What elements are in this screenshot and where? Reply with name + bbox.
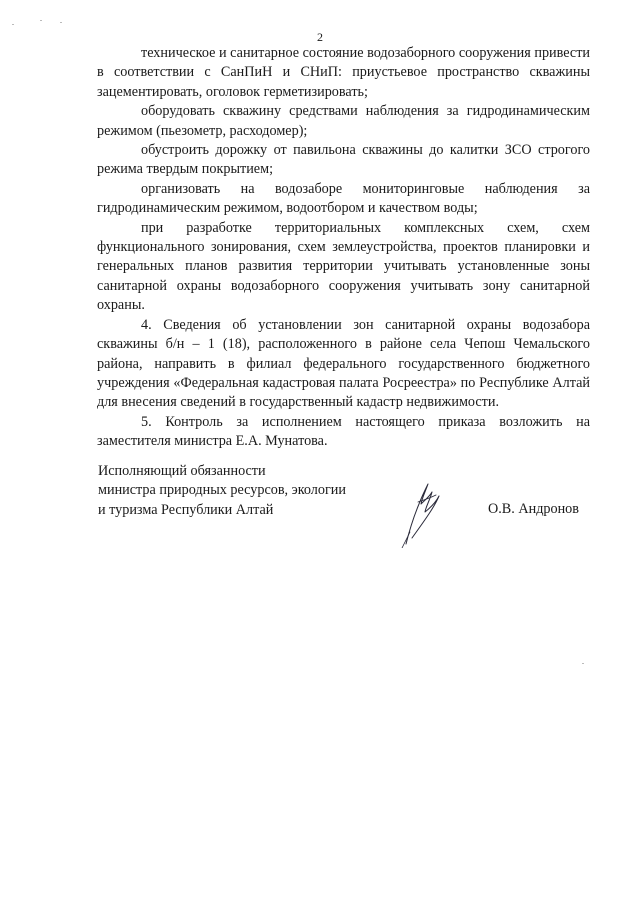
- signer-position-line: министра природных ресурсов, экологии: [98, 482, 346, 499]
- signer-name: О.В. Андронов: [488, 501, 579, 517]
- scan-speck: [40, 20, 42, 21]
- scan-speck: [12, 24, 14, 25]
- paragraph-sanitary-state: техническое и санитарное состояние водозаборного сооружения привести в соответствии с СанПиН и СНиП: приустьевое пространство скважины зацементировать, оголовок герметизировать;: [97, 45, 590, 100]
- paragraph-equip-well: оборудовать скважину средствами наблюдения за гидродинамическим режимом (пьезометр, расходомер);: [97, 103, 590, 139]
- page-number: 2: [317, 30, 323, 44]
- paragraph-item-5: 5. Контроль за исполнением настоящего приказа возложить на заместителя министра Е.А. Мунатова.: [97, 413, 590, 450]
- paragraph-planning: при разработке территориальных комплексных схем, схем функционального зонирования, схем землеустройства, проектов планировки и генеральных планов развития территории учитывать установленные зоны санитарной охраны водозаборного сооружения учитывать зону санитарной охраны.: [97, 219, 590, 314]
- signer-position-line: и туризма Республики Алтай: [98, 501, 274, 518]
- document-body: [97, 44, 590, 452]
- signer-position-line: Исполняющий обязанности: [98, 463, 266, 479]
- paragraph-monitoring: организовать на водозаборе мониторинговые наблюдения за гидродинамическим режимом, водоотбором и качеством воды;: [97, 180, 590, 217]
- scan-speck: [582, 663, 584, 664]
- paragraph-path: обустроить дорожку от павильона скважины до калитки ЗСО строгого режима твердым покрытием;: [97, 142, 590, 178]
- handwritten-signature: [392, 478, 452, 548]
- paragraph-item-4: 4. Сведения об установлении зон санитарной охраны водозабора скважины б/н – 1 (18), расположенного в районе села Чепош Чемальского района, направить в филиал федерального государственного бюджетного учреждения «Федеральная кадастровая палата Росреестра» по Республике Алтай для внесения сведений в государственный кадастр недвижимости.: [97, 316, 590, 411]
- signer-position: [98, 462, 346, 520]
- scan-speck: [60, 22, 62, 23]
